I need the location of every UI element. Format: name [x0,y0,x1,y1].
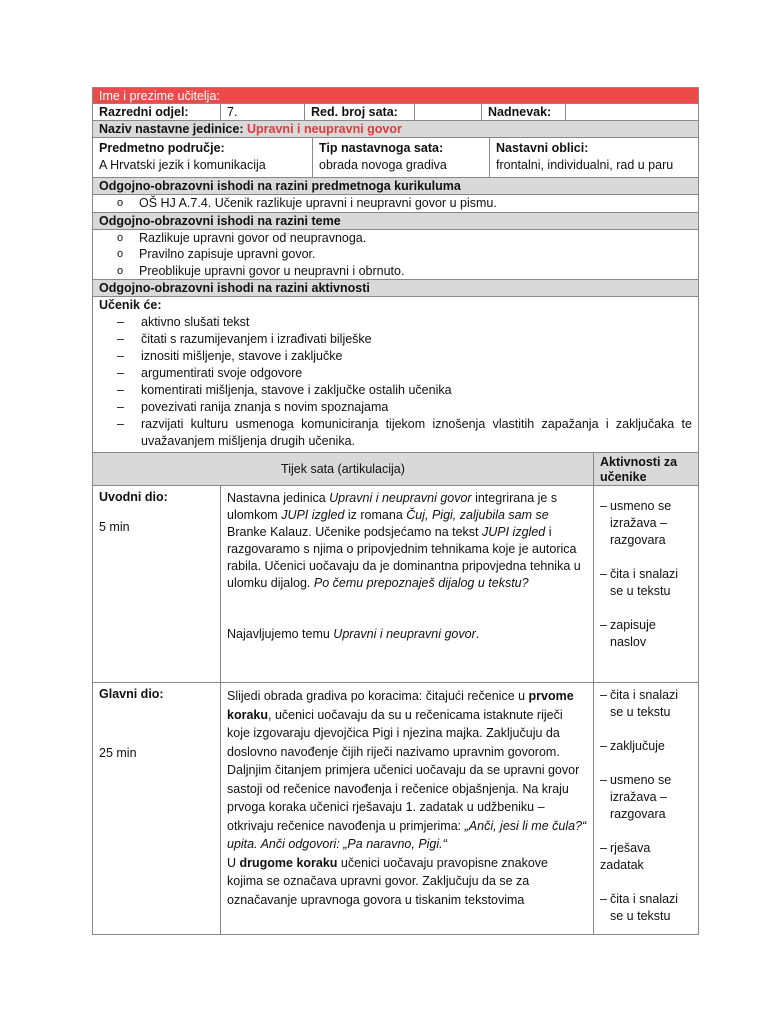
intro-label: Uvodni dio: [99,490,168,504]
curriculum-outcomes-list [93,195,698,213]
activity-item: – čita i snalazi se u tekstu [600,567,679,598]
list-item: o Preoblikuje upravni govor u neupravni i obrnuto. [117,263,698,280]
intro-time: 5 min [99,520,130,534]
list-item: – razvijati kulturu usmenoga komuniciranja tijekom iznošenja vlastitih zapažanja i zaključaka te uvažavanjem mišljenja drugih učenika. [117,416,698,450]
subject-label: Predmetno područje: [99,141,225,155]
unit-label: Naziv nastavne jedinice: [99,122,244,136]
teacher-name-row [93,88,698,104]
list-item: o Razlikuje upravni govor od neupravnoga. [117,230,698,247]
intro-label-cell [93,486,221,682]
main-time: 25 min [99,746,137,760]
list-item: – komentirati mišljenja, stavove i zaključke ostalih učenika [117,382,698,399]
list-item: – argumentirati svoje odgovore [117,365,698,382]
main-paragraph-2: U drugome koraku učenici uočavaju pravopisne znakove kojima se označava upravni govor. Zaključuju da se za označavanje upravnoga govora u tiskanim tekstovima [227,855,548,907]
lesson-type-label: Tip nastavnoga sata: [319,141,444,155]
lesson-flow-header [93,453,698,486]
activity-item: – usmeno se izražava – razgovara [600,773,672,821]
activity-outcomes-heading: Odgojno-obrazovni ishodi na razini aktivnosti [93,280,698,297]
theme-outcomes-heading: Odgojno-obrazovni ishodi na razini teme [93,213,698,230]
intro-text [221,486,594,682]
activity-lead: Učenik će: [99,298,162,312]
unit-row [93,121,698,138]
curriculum-outcomes-heading: Odgojno-obrazovni ishodi na razini predmetnoga kurikuluma [93,178,698,195]
subject-value: A Hrvatski jezik i komunikacija [99,158,266,172]
theme-outcomes-list [93,230,698,281]
teaching-forms-value: frontalni, individualni, rad u paru [496,158,674,172]
main-paragraph-1: Slijedi obrada gradiva po koracima: čitajući rečenice u prvome koraku, učenici uočavaju da su u rečenicama istaknute riječi koje izgovaraju djevojčica Pigi i njezina majka. Zaključuju da doslovno navođenje čijih riječi nazivamo upravnim govorom. Daljnjim čitanjem primjera učenici uočavaju da se upravni govor sastoji od rečenice navođenja i rečenice objašnjenja. Na kraju prvoga koraka učenici rješavaju 1. zadatak u udžbeniku – otkrivaju rečenice navođenja u primjerima: „Anči, jesi li me čula?“ upita. Anči odgovori: „Pa naravno, Pigi.“ [227,689,587,851]
teaching-forms-cell [490,138,698,177]
intro-section [93,486,698,683]
lesson-type-value: obrada novoga gradiva [319,158,447,172]
teaching-forms-label: Nastavni oblici: [496,141,589,155]
unit-value: Upravni i neupravni govor [247,122,402,136]
subject-info-row [93,138,698,178]
date-label: Nadnevak: [482,104,566,120]
lesson-type-cell [313,138,490,177]
list-item: o Pravilno zapisuje upravni govor. [117,246,698,263]
activity-outcomes-list [93,297,698,453]
teacher-label: Ime i prezime učitelja: [99,89,220,103]
intro-paragraph: Nastavna jedinica Upravni i neupravni govor integrirana je s ulomkom JUPI izgled iz romana Čuj, Pigi, zaljubila sam se Branke Kalauz. Učenike podsjećamo na tekst JUPI izgled i razgovaramo s njima o pripovjednim tehnikama koje je autorica rabila. Učenici uočavaju da je dominantna pripovjedna tehnika u ulomku dijalog. Po čemu prepoznaješ dijalog u tekstu? [227,491,581,590]
lesson-plan-sheet [92,87,699,935]
activity-item: – zaključuje [600,739,665,753]
lesson-number-label: Red. broj sata: [305,104,415,120]
activity-item: – čita i snalazi se u tekstu [600,688,679,719]
lesson-number-value [415,104,482,120]
list-item: – čitati s razumijevanjem i izrađivati bilješke [117,331,698,348]
intro-announcement: Najavljujemo temu Upravni i neupravni govor. [227,627,480,641]
activity-item: – usmeno se izražava – razgovara [600,499,672,547]
list-item: – iznositi mišljenje, stavove i zaključke [117,348,698,365]
main-section [93,683,698,934]
class-value: 7. [221,104,305,120]
intro-activities [594,486,698,682]
flow-header: Tijek sata (artikulacija) [93,453,594,485]
list-item: o OŠ HJ A.7.4. Učenik razlikuje upravni i neupravni govor u pismu. [117,195,698,212]
main-label-cell [93,683,221,934]
class-label: Razredni odjel: [93,104,221,120]
main-text [221,683,594,934]
list-item: – aktivno slušati tekst [117,314,698,331]
activity-item: – rješava zadatak [600,841,651,872]
date-value [566,104,698,120]
main-label: Glavni dio: [99,687,164,701]
list-item: – povezivati ranija znanja s novim spoznajama [117,399,698,416]
main-activities [594,683,698,934]
activity-item: – zapisuje naslov [600,618,656,649]
activity-item: – čita i snalazi se u tekstu [600,892,679,923]
activities-header: Aktivnosti za učenike [600,455,678,484]
class-info-row [93,104,698,121]
subject-cell [93,138,313,177]
